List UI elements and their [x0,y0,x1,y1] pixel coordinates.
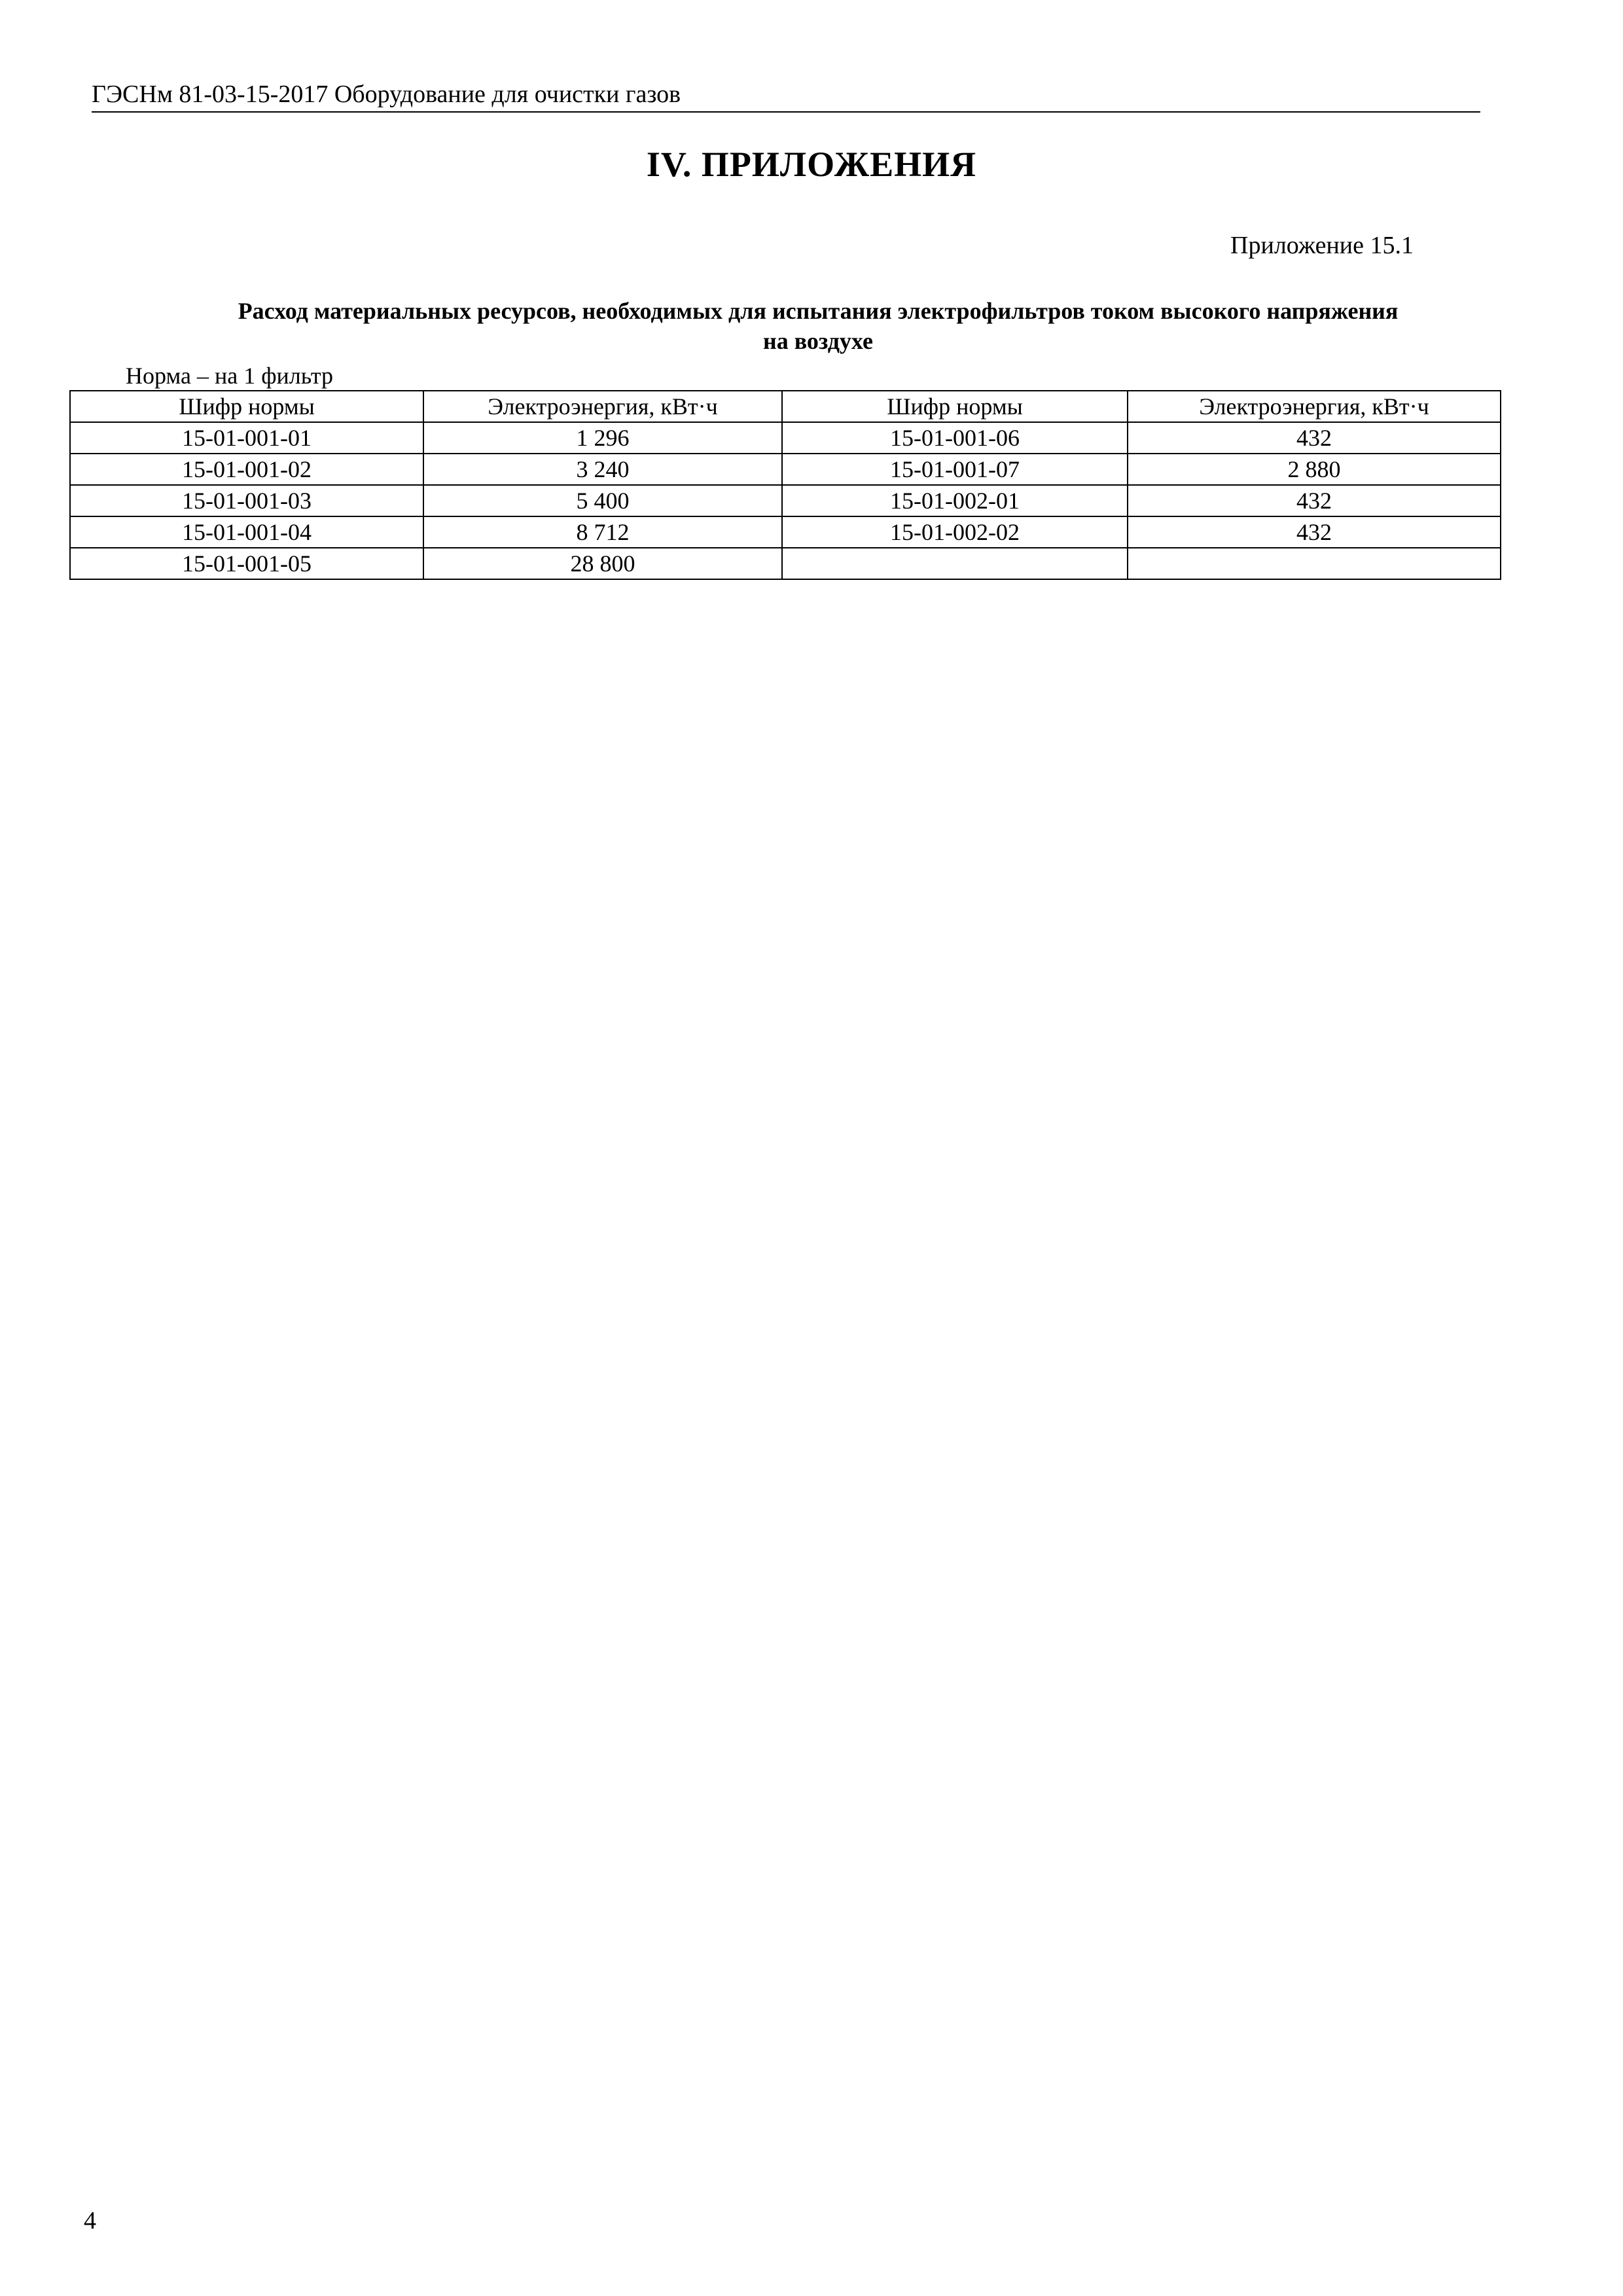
cell-energy: 2 880 [1128,454,1501,485]
header-energy-1: Электроэнергия, кВт·ч [423,391,782,422]
table-row [70,422,1501,454]
cell-code: 15-01-001-02 [70,454,423,485]
table-row [70,548,1501,579]
cell-energy: 432 [1128,485,1501,516]
header-code-2: Шифр нормы [782,391,1128,422]
cell-code: 15-01-001-03 [70,485,423,516]
table-title-line-2: на воздухе [762,328,874,354]
cell-energy: 432 [1128,422,1501,454]
table-header-row [70,391,1501,422]
cell-energy [1128,548,1501,579]
section-title: IV. ПРИЛОЖЕНИЯ [646,145,977,184]
cell-code: 15-01-001-06 [782,422,1128,454]
cell-energy: 1 296 [423,422,782,454]
cell-energy: 3 240 [423,454,782,485]
header-code-1: Шифр нормы [70,391,423,422]
cell-code: 15-01-001-01 [70,422,423,454]
running-header [92,77,1480,113]
table-row [70,454,1501,485]
resource-table [69,390,1501,580]
page-number: 4 [84,2207,96,2234]
cell-code: 15-01-001-07 [782,454,1128,485]
cell-energy: 8 712 [423,516,782,548]
norm-caption: Норма – на 1 фильтр [126,363,333,389]
table-row [70,485,1501,516]
cell-energy: 432 [1128,516,1501,548]
cell-code: 15-01-002-01 [782,485,1128,516]
cell-code: 15-01-002-02 [782,516,1128,548]
table-row [70,516,1501,548]
table-title-line-1: Расход материальных ресурсов, необходимых для испытания электрофильтров током высокого напряжения [238,298,1399,324]
header-energy-2: Электроэнергия, кВт·ч [1128,391,1501,422]
cell-code: 15-01-001-04 [70,516,423,548]
cell-energy: 5 400 [423,485,782,516]
appendix-label: Приложение 15.1 [1230,232,1414,259]
cell-energy: 28 800 [423,548,782,579]
cell-code [782,548,1128,579]
cell-code: 15-01-001-05 [70,548,423,579]
table-title [72,296,1564,356]
running-header-title: ГЭСНм 81-03-15-2017 Оборудование для очистки газов [92,81,681,108]
